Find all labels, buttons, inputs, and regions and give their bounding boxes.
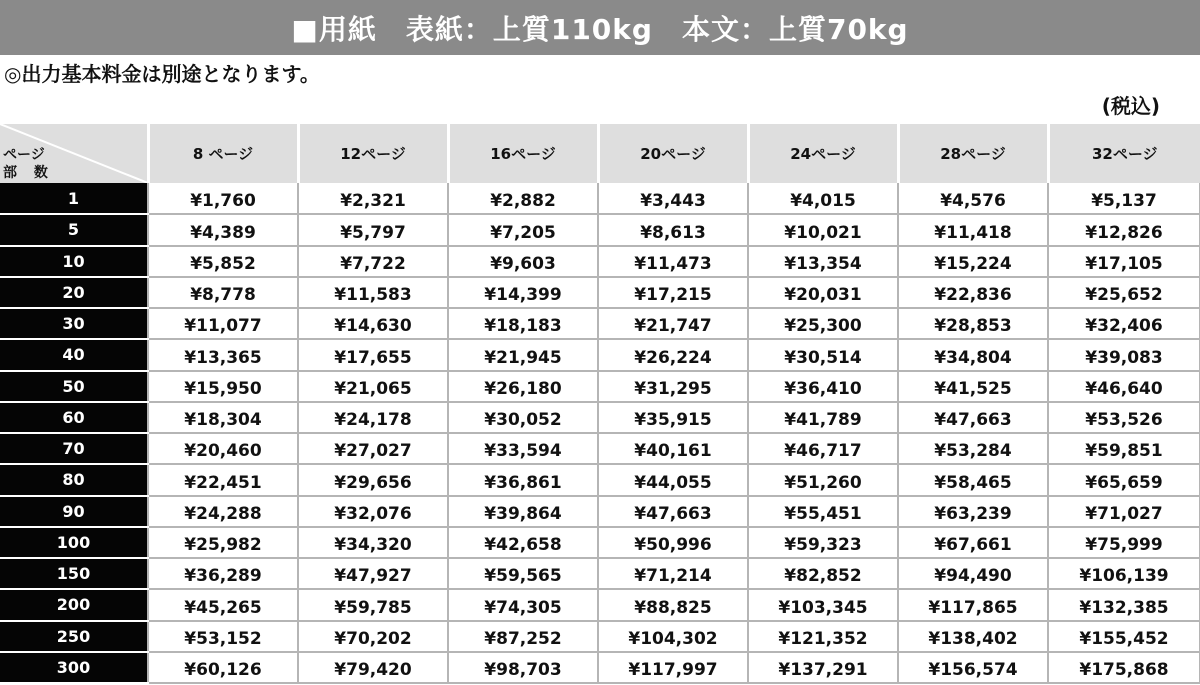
price-table (0, 124, 1200, 684)
price-cell: ¥75,999 (1048, 527, 1200, 558)
price-cell: ¥31,295 (598, 371, 748, 402)
price-cell: ¥17,655 (298, 339, 448, 370)
price-cell: ¥34,804 (898, 339, 1048, 370)
table-row (0, 277, 1200, 308)
quantity-cell: 5 (0, 214, 148, 245)
price-cell: ¥20,460 (148, 433, 298, 464)
price-cell: ¥156,574 (898, 652, 1048, 683)
table-row (0, 527, 1200, 558)
quantity-cell: 30 (0, 308, 148, 339)
price-cell: ¥18,304 (148, 402, 298, 433)
quantity-cell: 90 (0, 496, 148, 527)
price-cell: ¥9,603 (448, 246, 598, 277)
quantity-cell: 250 (0, 621, 148, 652)
price-cell: ¥87,252 (448, 621, 598, 652)
price-cell: ¥7,205 (448, 214, 598, 245)
price-cell: ¥36,289 (148, 558, 298, 589)
price-cell: ¥3,443 (598, 183, 748, 214)
price-cell: ¥35,915 (598, 402, 748, 433)
table-row (0, 652, 1200, 683)
quantity-cell: 100 (0, 527, 148, 558)
corner-copies-label: 部 数 (3, 165, 54, 181)
price-cell: ¥155,452 (1048, 621, 1200, 652)
table-row (0, 558, 1200, 589)
price-cell: ¥41,525 (898, 371, 1048, 402)
price-cell: ¥21,747 (598, 308, 748, 339)
price-cell: ¥41,789 (748, 402, 898, 433)
quantity-cell: 150 (0, 558, 148, 589)
price-cell: ¥44,055 (598, 464, 748, 495)
price-cell: ¥94,490 (898, 558, 1048, 589)
price-cell: ¥5,852 (148, 246, 298, 277)
price-cell: ¥4,389 (148, 214, 298, 245)
header-row (0, 124, 1200, 183)
price-cell: ¥74,305 (448, 589, 598, 620)
price-cell: ¥82,852 (748, 558, 898, 589)
table-row (0, 433, 1200, 464)
price-cell: ¥2,882 (448, 183, 598, 214)
price-cell: ¥5,797 (298, 214, 448, 245)
price-cell: ¥138,402 (898, 621, 1048, 652)
price-cell: ¥25,982 (148, 527, 298, 558)
table-row (0, 621, 1200, 652)
price-cell: ¥18,183 (448, 308, 598, 339)
price-cell: ¥47,663 (898, 402, 1048, 433)
price-cell: ¥79,420 (298, 652, 448, 683)
table-row (0, 371, 1200, 402)
price-cell: ¥27,027 (298, 433, 448, 464)
price-cell: ¥175,868 (1048, 652, 1200, 683)
base-fee-note: ◎出力基本料金は別途となります。 (4, 62, 320, 86)
price-table-body (0, 183, 1200, 683)
table-row (0, 246, 1200, 277)
quantity-cell: 1 (0, 183, 148, 214)
title-bar (0, 0, 1200, 55)
price-cell: ¥67,661 (898, 527, 1048, 558)
price-cell: ¥4,015 (748, 183, 898, 214)
table-row (0, 214, 1200, 245)
table-row (0, 308, 1200, 339)
price-cell: ¥60,126 (148, 652, 298, 683)
price-cell: ¥121,352 (748, 621, 898, 652)
price-cell: ¥30,514 (748, 339, 898, 370)
table-row (0, 589, 1200, 620)
column-header: 12ページ (298, 124, 448, 183)
price-cell: ¥32,076 (298, 496, 448, 527)
price-cell: ¥70,202 (298, 621, 448, 652)
price-cell: ¥24,178 (298, 402, 448, 433)
price-cell: ¥59,565 (448, 558, 598, 589)
quantity-cell: 10 (0, 246, 148, 277)
price-cell: ¥17,215 (598, 277, 748, 308)
price-cell: ¥29,656 (298, 464, 448, 495)
price-cell: ¥59,323 (748, 527, 898, 558)
column-header: 16ページ (448, 124, 598, 183)
tax-included-label: (税込) (1101, 94, 1160, 118)
price-cell: ¥30,052 (448, 402, 598, 433)
price-cell: ¥39,864 (448, 496, 598, 527)
price-cell: ¥98,703 (448, 652, 598, 683)
price-cell: ¥25,300 (748, 308, 898, 339)
price-cell: ¥13,365 (148, 339, 298, 370)
price-cell: ¥26,180 (448, 371, 598, 402)
quantity-cell: 60 (0, 402, 148, 433)
price-cell: ¥15,950 (148, 371, 298, 402)
quantity-cell: 200 (0, 589, 148, 620)
price-cell: ¥53,284 (898, 433, 1048, 464)
price-cell: ¥22,451 (148, 464, 298, 495)
column-header: 28ページ (898, 124, 1048, 183)
price-cell: ¥53,152 (148, 621, 298, 652)
price-cell: ¥21,065 (298, 371, 448, 402)
price-cell: ¥5,137 (1048, 183, 1200, 214)
price-cell: ¥24,288 (148, 496, 298, 527)
corner-header-cell (0, 124, 148, 183)
price-cell: ¥2,321 (298, 183, 448, 214)
price-cell: ¥104,302 (598, 621, 748, 652)
price-cell: ¥34,320 (298, 527, 448, 558)
column-header: 8 ページ (148, 124, 298, 183)
price-cell: ¥22,836 (898, 277, 1048, 308)
price-cell: ¥14,630 (298, 308, 448, 339)
price-cell: ¥12,826 (1048, 214, 1200, 245)
price-cell: ¥58,465 (898, 464, 1048, 495)
price-cell: ¥11,077 (148, 308, 298, 339)
price-cell: ¥71,027 (1048, 496, 1200, 527)
price-cell: ¥47,663 (598, 496, 748, 527)
column-header: 20ページ (598, 124, 748, 183)
price-cell: ¥14,399 (448, 277, 598, 308)
price-cell: ¥8,613 (598, 214, 748, 245)
price-cell: ¥36,861 (448, 464, 598, 495)
price-cell: ¥117,865 (898, 589, 1048, 620)
price-cell: ¥71,214 (598, 558, 748, 589)
price-cell: ¥32,406 (1048, 308, 1200, 339)
column-header: 32ページ (1048, 124, 1200, 183)
price-cell: ¥7,722 (298, 246, 448, 277)
price-cell: ¥15,224 (898, 246, 1048, 277)
table-row (0, 464, 1200, 495)
price-cell: ¥132,385 (1048, 589, 1200, 620)
price-cell: ¥25,652 (1048, 277, 1200, 308)
price-cell: ¥59,851 (1048, 433, 1200, 464)
price-cell: ¥39,083 (1048, 339, 1200, 370)
price-cell: ¥36,410 (748, 371, 898, 402)
price-cell: ¥11,583 (298, 277, 448, 308)
quantity-cell: 300 (0, 652, 148, 683)
price-cell: ¥28,853 (898, 308, 1048, 339)
table-row (0, 402, 1200, 433)
price-cell: ¥10,021 (748, 214, 898, 245)
page-title: ■用紙 表紙：上質110kg 本文：上質70kg (291, 12, 909, 46)
price-cell: ¥11,418 (898, 214, 1048, 245)
price-cell: ¥46,717 (748, 433, 898, 464)
price-cell: ¥21,945 (448, 339, 598, 370)
quantity-cell: 70 (0, 433, 148, 464)
price-cell: ¥53,526 (1048, 402, 1200, 433)
price-cell: ¥42,658 (448, 527, 598, 558)
price-cell: ¥17,105 (1048, 246, 1200, 277)
quantity-cell: 50 (0, 371, 148, 402)
price-cell: ¥1,760 (148, 183, 298, 214)
column-header: 24ページ (748, 124, 898, 183)
quantity-cell: 20 (0, 277, 148, 308)
price-cell: ¥59,785 (298, 589, 448, 620)
price-cell: ¥50,996 (598, 527, 748, 558)
price-cell: ¥13,354 (748, 246, 898, 277)
table-row (0, 496, 1200, 527)
price-cell: ¥63,239 (898, 496, 1048, 527)
price-cell: ¥137,291 (748, 652, 898, 683)
price-cell: ¥45,265 (148, 589, 298, 620)
price-cell: ¥106,139 (1048, 558, 1200, 589)
quantity-cell: 80 (0, 464, 148, 495)
table-row (0, 339, 1200, 370)
quantity-cell: 40 (0, 339, 148, 370)
price-cell: ¥88,825 (598, 589, 748, 620)
price-cell: ¥103,345 (748, 589, 898, 620)
price-cell: ¥33,594 (448, 433, 598, 464)
price-cell: ¥55,451 (748, 496, 898, 527)
price-cell: ¥46,640 (1048, 371, 1200, 402)
price-cell: ¥26,224 (598, 339, 748, 370)
price-cell: ¥117,997 (598, 652, 748, 683)
price-cell: ¥51,260 (748, 464, 898, 495)
price-cell: ¥47,927 (298, 558, 448, 589)
price-cell: ¥11,473 (598, 246, 748, 277)
price-cell: ¥40,161 (598, 433, 748, 464)
corner-pages-label: ページ (3, 147, 45, 163)
price-cell: ¥4,576 (898, 183, 1048, 214)
table-row (0, 183, 1200, 214)
price-cell: ¥65,659 (1048, 464, 1200, 495)
price-cell: ¥20,031 (748, 277, 898, 308)
price-cell: ¥8,778 (148, 277, 298, 308)
